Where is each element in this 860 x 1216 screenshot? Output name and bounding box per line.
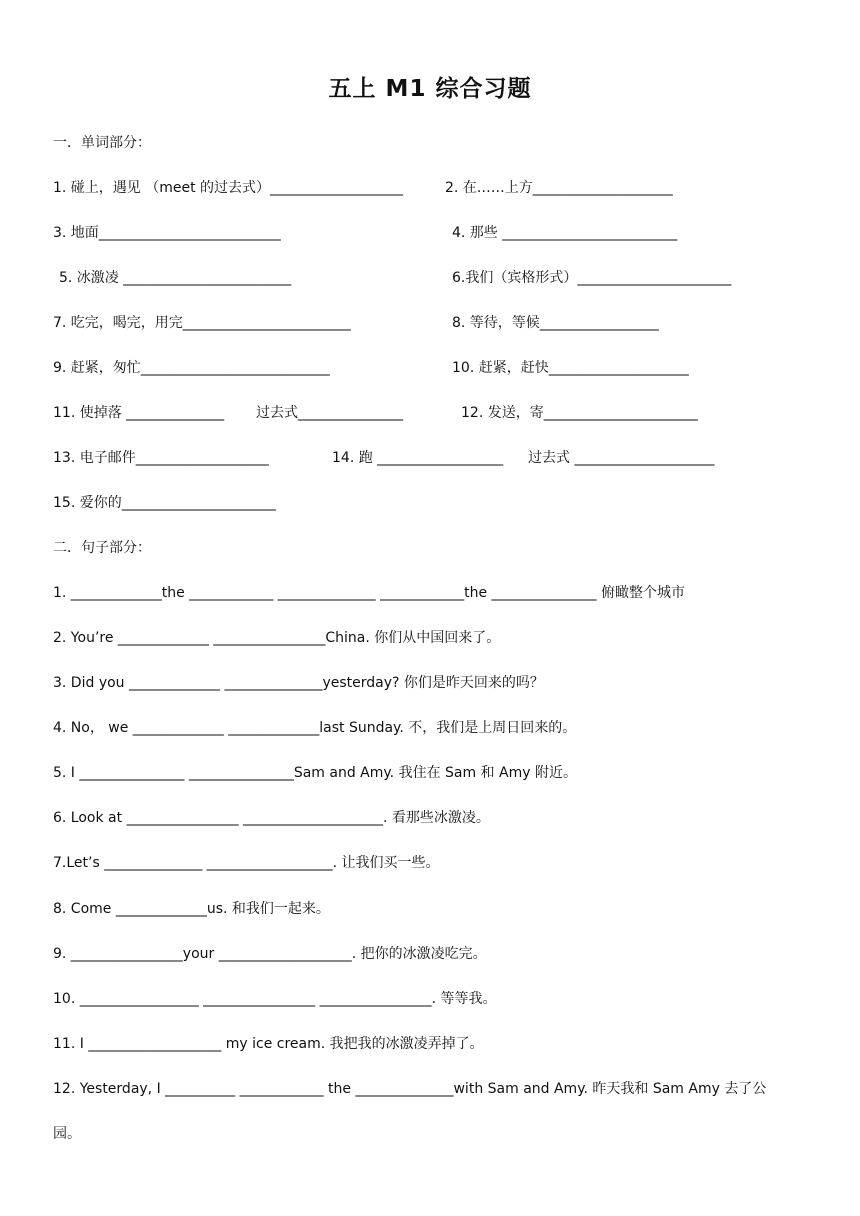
word-item-1: 1. 碰上，遇见 （meet 的过去式）___________________ (53, 180, 404, 196)
sentence-item-2: 2. You’re _____________ ________________China. 你们从中国回来了。 (53, 630, 501, 646)
page-title: 五上 M1 综合习题 (328, 76, 532, 102)
word-item-13: 13. 电子邮件___________________ (53, 450, 269, 466)
word-item-2: 2. 在……上方____________________ (445, 180, 673, 196)
word-item-5: 5. 冰激凌 ________________________ (59, 270, 292, 286)
sentence-item-8: 8. Come _____________us. 和我们一起来。 (53, 901, 330, 917)
word-item-6: 6.我们（宾格形式）______________________ (452, 270, 732, 286)
sentence-item-7: 7.Let’s ______________ __________________. 让我们买一些。 (53, 855, 440, 871)
sentence-item-6: 6. Look at ________________ ____________________. 看那些冰激凌。 (53, 810, 490, 826)
sentence-item-4: 4. No， we _____________ _____________last Sunday. 不，我们是上周日回来的。 (53, 720, 577, 736)
word-item-4: 4. 那些 _________________________ (452, 225, 678, 241)
sentence-item-10: 10. _________________ ________________ ________________. 等等我。 (53, 991, 497, 1007)
sentence-item-11: 11. I ___________________ my ice cream. 我把我的冰激凌弄掉了。 (53, 1036, 484, 1052)
word-item-8: 8. 等待，等候_________________ (452, 315, 659, 331)
word-item-11-past: 过去式_______________ (256, 405, 403, 421)
word-item-14-past: 过去式 ____________________ (528, 450, 715, 466)
sentence-item-9: 9. ________________your ___________________. 把你的冰激凌吃完。 (53, 946, 487, 962)
sentence-item-12-cont: 园。 (53, 1126, 81, 1142)
word-item-3: 3. 地面__________________________ (53, 225, 281, 241)
word-item-10: 10. 赶紧，赶快____________________ (452, 360, 689, 376)
section-heading-sentences: 二．句子部分： (53, 540, 151, 556)
word-item-12: 12. 发送，寄______________________ (461, 405, 698, 421)
word-item-7: 7. 吃完，喝完，用完________________________ (53, 315, 351, 331)
section-heading-words: 一．单词部分： (53, 135, 151, 151)
word-item-11: 11. 使掉落 ______________ (53, 405, 225, 421)
sentence-item-1: 1. _____________the ____________ ______________ ____________the _______________ 俯瞰整个城市 (53, 585, 686, 601)
word-item-14: 14. 跑 __________________ (332, 450, 504, 466)
word-item-9: 9. 赶紧，匆忙___________________________ (53, 360, 330, 376)
sentence-item-3: 3. Did you _____________ ______________yesterday? 你们是昨天回来的吗？ (53, 675, 544, 691)
sentence-item-5: 5. I _______________ _______________Sam and Amy. 我住在 Sam 和 Amy 附近。 (53, 765, 577, 781)
sentence-item-12: 12. Yesterday, I __________ ____________ the ______________with Sam and Amy. 昨天我和 Sam Amy 去了公 (53, 1081, 767, 1097)
word-item-15: 15. 爱你的______________________ (53, 495, 276, 511)
